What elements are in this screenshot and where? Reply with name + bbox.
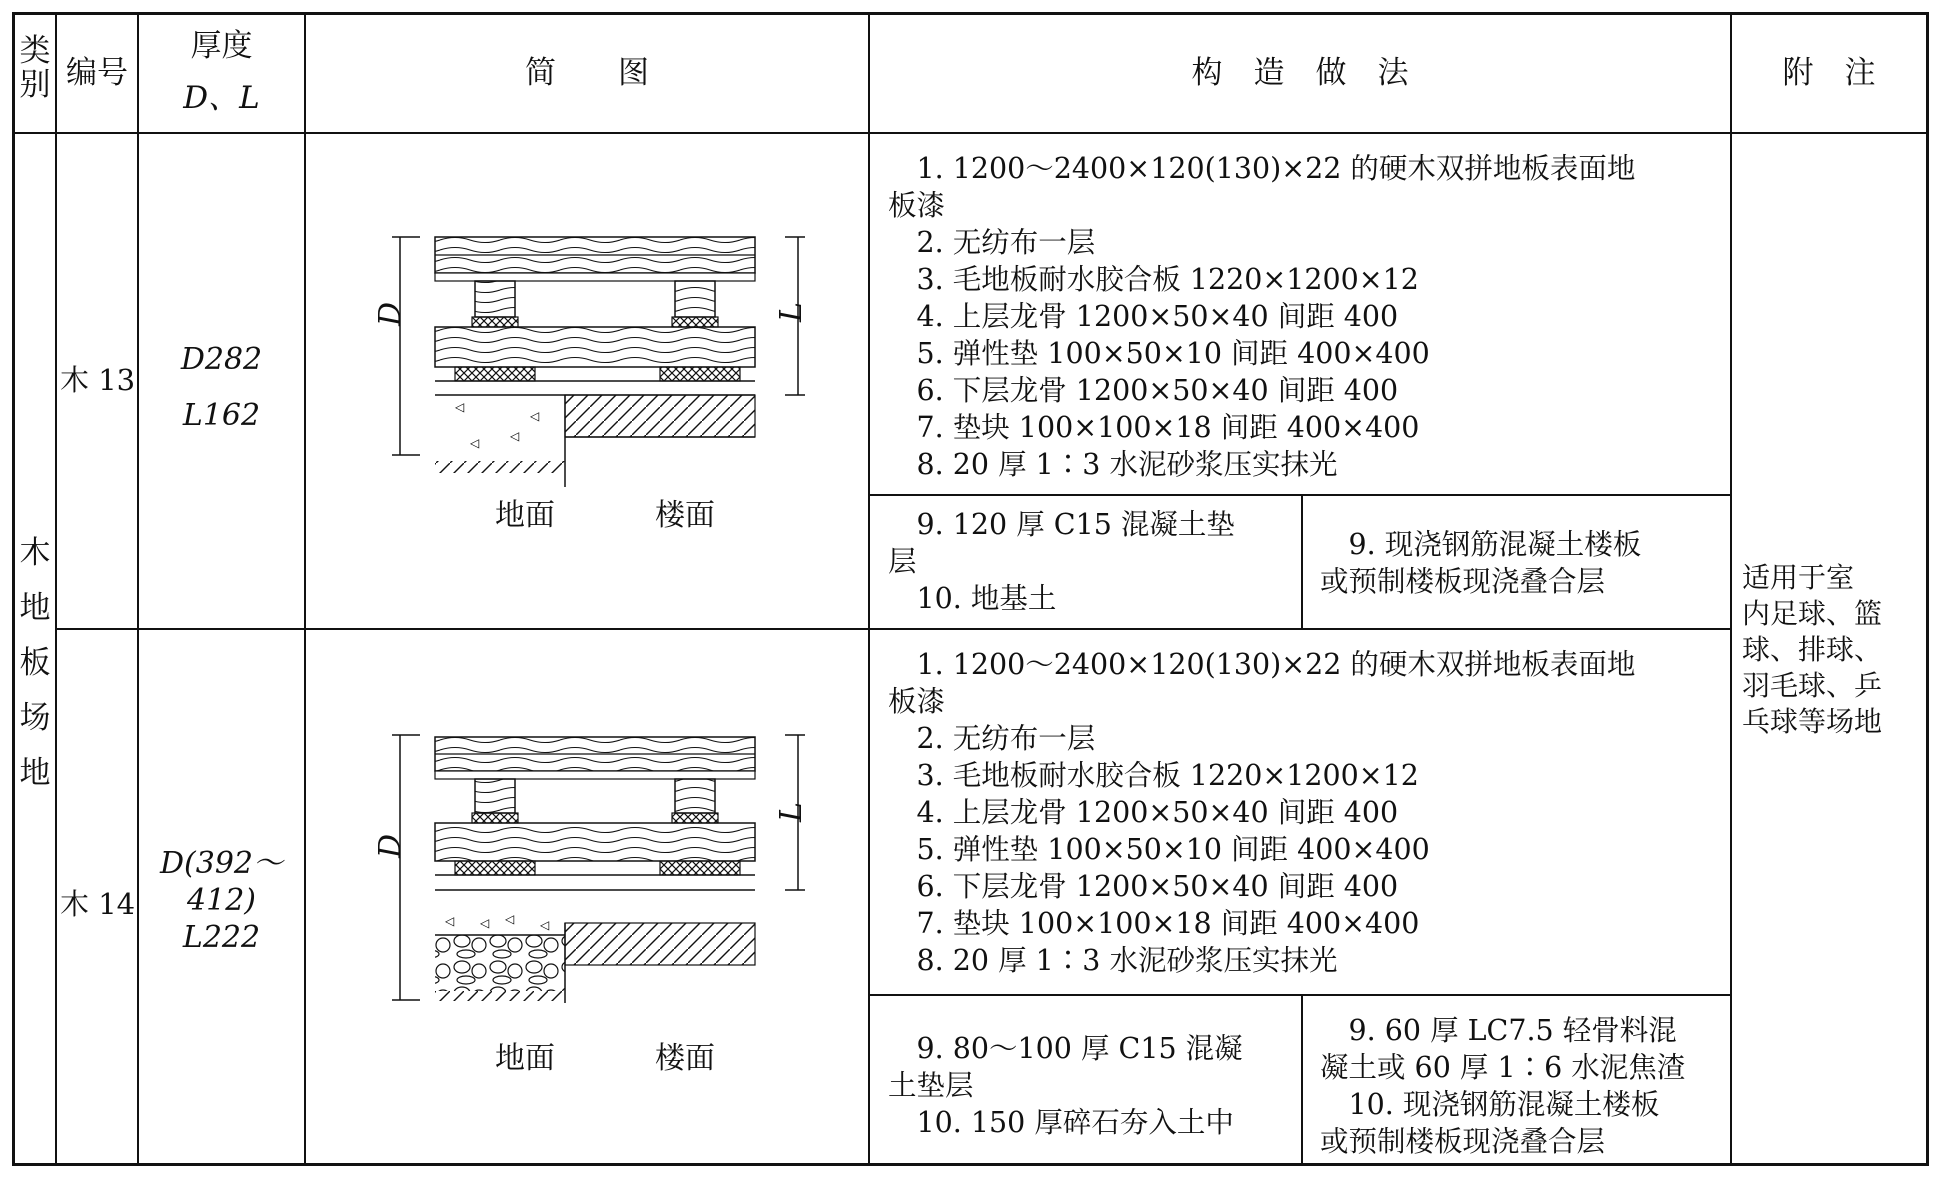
row-code: 木 14: [60, 887, 136, 921]
header-thickness: 厚度: [190, 28, 253, 64]
border-bottom: [12, 1163, 1929, 1166]
d-label: D: [373, 301, 408, 326]
floor-section-diagram: [380, 725, 820, 1025]
floor-label: 楼面: [655, 498, 715, 533]
svg-text:◁: ◁: [470, 436, 480, 450]
svg-text:◁: ◁: [480, 916, 490, 930]
header-divider: [12, 132, 1929, 134]
svg-text:◁: ◁: [510, 429, 520, 443]
header-diagram: 简 图: [525, 55, 649, 91]
ground-label: 地面: [495, 1041, 555, 1076]
col-line: [304, 12, 306, 1166]
method-subdivider: [868, 494, 1732, 496]
col-line: [55, 12, 57, 1166]
row-floor-base: 9. 60 厚 LC7.5 轻骨料混 凝土或 60 厚 1∶6 水泥焦渣 10. 现浇钢筋混凝土楼板 或预制楼板现浇叠合层: [1320, 1014, 1686, 1158]
svg-text:◁: ◁: [530, 409, 540, 423]
floor-label: 楼面: [655, 1041, 715, 1076]
svg-text:◁: ◁: [505, 912, 515, 926]
header-note: 附 注: [1782, 55, 1876, 91]
border-right: [1926, 12, 1929, 1166]
row-code: 木 13: [60, 363, 136, 397]
col-line: [1730, 12, 1732, 1166]
row-divider: [55, 628, 1732, 630]
row-floor-base: 9. 现浇钢筋混凝土楼板 或预制楼板现浇叠合层: [1320, 528, 1642, 598]
floor-section-diagram: [380, 225, 820, 495]
row-ground-base: 9. 120 厚 C15 混凝土垫 层 10. 地基土: [888, 508, 1235, 615]
header-category: 类 别: [19, 33, 51, 103]
header-thickness-dl: D、L: [183, 80, 260, 116]
row-thickness: D282 L162: [180, 342, 263, 433]
note-cell: 适用于室 内足球、篮 球、排球、 羽毛球、乒 乓球等场地: [1742, 561, 1883, 738]
border-top: [12, 12, 1929, 15]
method-split: [1301, 494, 1303, 630]
l-label: L: [774, 302, 809, 322]
row-layers: 1. 1200～2400×120(130)×22 的硬木双拼地板表面地 板漆 2. 无纺布一层 3. 毛地板耐水胶合板 1220×1200×12 4. 上层龙骨 1200×50×40 间距 400 5. 弹性垫 100×50×10 间距 400×400 6. 下层龙骨 1200×50×40 间距 400 7. 垫块 100×100×18 间距 400×400 8. 20 厚 1∶3 水泥砂浆压实抹光: [888, 152, 1636, 481]
row-layers: 1. 1200～2400×120(130)×22 的硬木双拼地板表面地 板漆 2. 无纺布一层 3. 毛地板耐水胶合板 1220×1200×12 4. 上层龙骨 1200×50×40 间距 400 5. 弹性垫 100×50×10 间距 400×400 6. 下层龙骨 1200×50×40 间距 400 7. 垫块 100×100×18 间距 400×400 8. 20 厚 1∶3 水泥砂浆压实抹光: [888, 648, 1636, 977]
ground-label: 地面: [495, 498, 555, 533]
category-cell: 木 地 板 场 地: [19, 535, 51, 791]
svg-text:◁: ◁: [445, 914, 455, 928]
svg-text:◁: ◁: [455, 400, 465, 414]
col-line: [868, 12, 870, 1166]
d-label: D: [373, 833, 408, 858]
l-label: L: [774, 802, 809, 822]
row-ground-base: 9. 80～100 厚 C15 混凝 土垫层 10. 150 厚碎石夯入土中: [888, 1032, 1243, 1139]
col-line: [137, 12, 139, 1166]
header-code: 编号: [66, 55, 128, 91]
method-subdivider: [868, 994, 1732, 996]
svg-text:◁: ◁: [540, 918, 550, 932]
row-thickness: D(392～ 412) L222: [159, 846, 284, 955]
header-method: 构 造 做 法: [1191, 55, 1409, 91]
method-split: [1301, 994, 1303, 1165]
